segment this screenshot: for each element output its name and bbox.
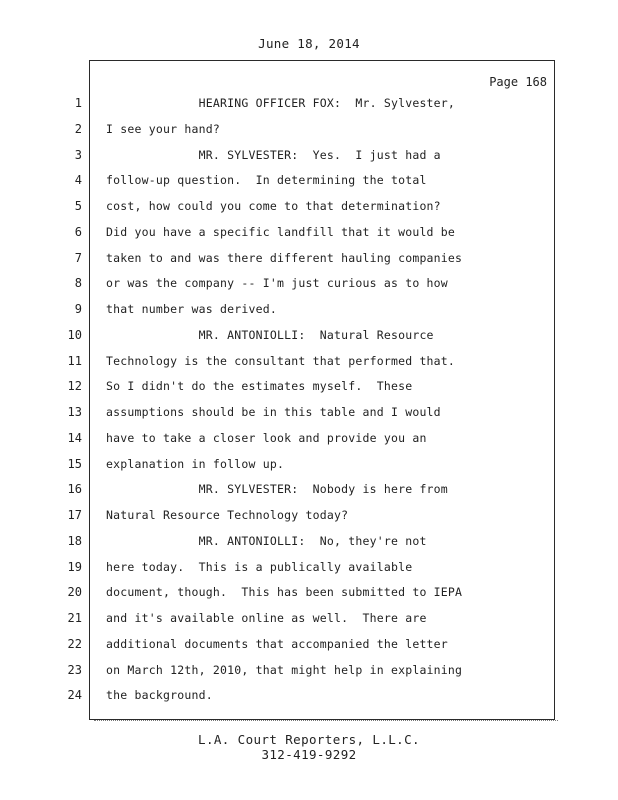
- line-text: here today. This is a publically available: [106, 559, 413, 574]
- frame-bottom-shadow: [94, 720, 558, 723]
- line-number: 22: [67, 636, 82, 651]
- line-number: 12: [67, 379, 82, 394]
- line-number: 9: [74, 302, 82, 316]
- line-text: So I didn't do the estimates myself. These: [106, 379, 413, 394]
- line-text: additional documents that accompanied the letter: [106, 636, 448, 651]
- line-number: 19: [67, 559, 82, 574]
- line-text: or was the company -- I'm just curious as to how: [106, 276, 448, 291]
- line-text: MR. ANTONIOLLI: Natural Resource: [106, 327, 434, 342]
- line-number: 7: [74, 250, 82, 265]
- line-text: assumptions should be in this table and I would: [106, 405, 441, 419]
- line-text: have to take a closer look and provide you an: [106, 430, 427, 445]
- line-number: 3: [74, 147, 82, 162]
- line-number: 10: [67, 327, 82, 342]
- transcript-date: June 18, 2014: [258, 36, 360, 51]
- footer-phone: 312-419-9292: [261, 747, 357, 762]
- line-number: 11: [67, 353, 82, 368]
- line-number: 6: [74, 224, 82, 239]
- line-number: 2: [74, 121, 82, 136]
- line-number: 1: [74, 96, 82, 110]
- line-number: 23: [67, 662, 82, 677]
- line-text: on March 12th, 2010, that might help in explaining: [106, 662, 463, 677]
- line-number: 17: [67, 508, 82, 522]
- line-text: I see your hand?: [106, 121, 220, 136]
- line-number: 24: [67, 688, 82, 703]
- line-text: cost, how could you come to that determination?: [106, 199, 441, 213]
- line-number: 4: [74, 173, 82, 188]
- line-text: Did you have a specific landfill that it would be: [106, 224, 456, 239]
- line-number: 8: [74, 276, 82, 291]
- footer-company: L.A. Court Reporters, L.L.C.: [198, 732, 420, 747]
- line-text: MR. SYLVESTER: Nobody is here from: [106, 482, 448, 497]
- line-text: taken to and was there different hauling companies: [106, 250, 463, 265]
- line-number: 15: [67, 456, 82, 471]
- line-text: Natural Resource Technology today?: [106, 508, 349, 522]
- line-text: and it's available online as well. There are: [106, 611, 427, 625]
- line-text: HEARING OFFICER FOX: Mr. Sylvester,: [106, 96, 456, 110]
- line-text: MR. ANTONIOLLI: No, they're not: [106, 533, 427, 548]
- line-number: 13: [67, 405, 82, 419]
- line-number: 18: [67, 533, 82, 548]
- line-text: document, though. This has been submitted to IEPA: [106, 585, 463, 600]
- line-text: MR. SYLVESTER: Yes. I just had a: [106, 147, 441, 162]
- line-text: follow-up question. In determining the total: [106, 173, 427, 188]
- line-number: 5: [74, 199, 82, 213]
- line-text: Technology is the consultant that performed that.: [106, 353, 456, 368]
- line-text: that number was derived.: [106, 302, 277, 316]
- line-number: 16: [67, 482, 82, 497]
- line-number: 20: [67, 585, 82, 600]
- line-text: explanation in follow up.: [106, 456, 285, 471]
- line-number: 21: [67, 611, 82, 625]
- line-text: the background.: [106, 688, 213, 703]
- line-number: 14: [67, 430, 82, 445]
- page-number: Page 168: [489, 75, 547, 89]
